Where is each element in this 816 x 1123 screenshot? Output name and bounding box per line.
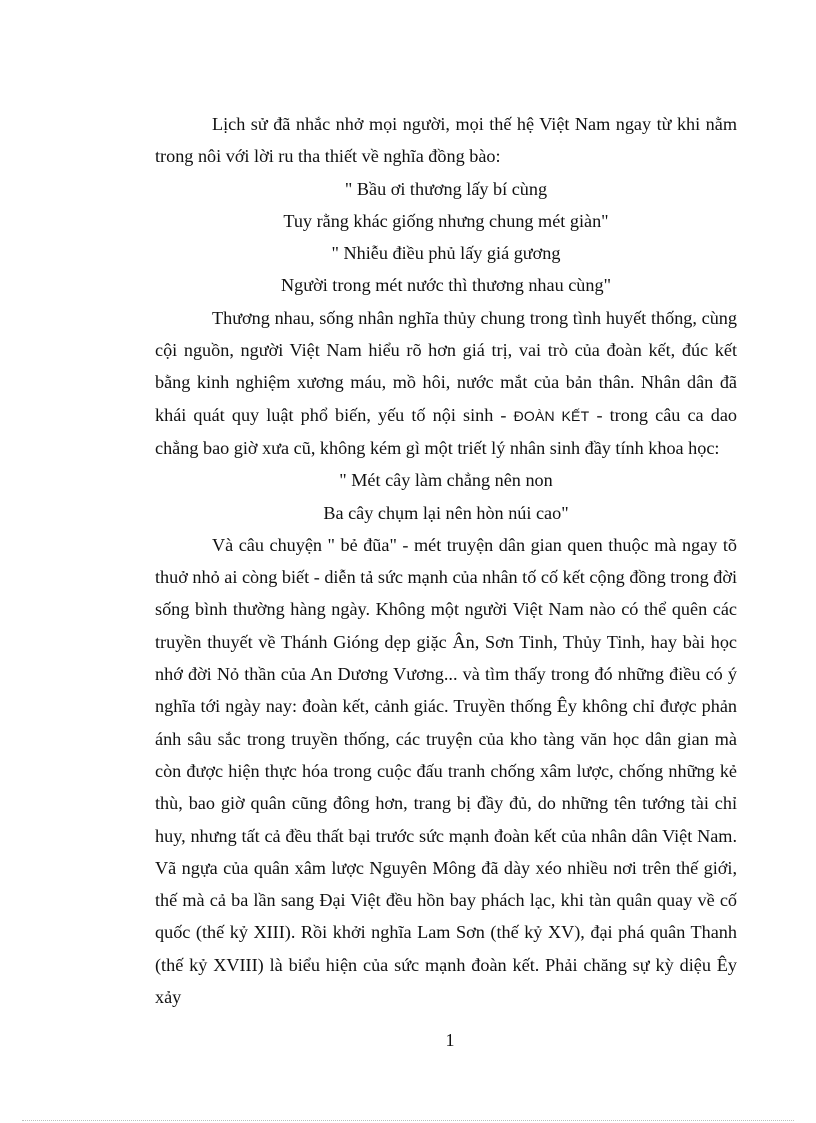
page-edge-divider [22,1120,794,1121]
verse-line-5: " Mét cây làm chẳng nên non [339,470,553,491]
verse-line-1: " Bầu ơi thương lấy bí cùng [344,178,548,199]
paragraph-2 [155,302,737,464]
page-number: 1 [445,1030,455,1050]
paragraph-1: Lịch sử đã nhắc nhở mọi người, mọi thế hệ Việt Nam ngay từ khi nằm trong nôi với lời ru tha thiết về nghĩa đồng bào: [155,114,737,167]
document-body [155,108,737,1013]
verse-line-6: Ba cây chụm lại nên hòn núi cao" [323,502,569,523]
paragraph-2-text-a: Thương nhau, sống nhân nghĩa thủy chung trong tình huyết thống, cùng cội nguồn, người Việt Nam hiểu rõ hơn giá trị, vai trò của đoàn kết, đúc kết bằng kinh nghiệm xương máu, mồ hôi, nước mắt của bản thân. Nhân dân đã khái quát quy luật phổ biến, yếu tố nội sinh - [155,307,737,425]
verse-line-2: Tuy rằng khác giống nhưng chung mét giàn" [283,210,609,231]
paragraph-2-emphasis: ĐOÀN KẾT [513,407,590,424]
verse-line-4: Người trong mét nước thì thương nhau cùng" [280,275,612,296]
paragraph-2-text-b: - trong câu ca dao chẳng bao giờ xưa cũ, không kém gì một triết lý nhân sinh đầy tính khoa học: [155,404,738,458]
verse-line-3: " Nhiễu điều phủ lấy giá gương [331,243,561,264]
paragraph-3: Và câu chuyện " bẻ đũa" - mét truyện dân gian quen thuộc mà ngay tõ thuở nhỏ ai còng biết - diễn tả sức mạnh của nhân tố cố kết cộng đồng trong đời sống bình thường hàng ngày. Không một người Việt Nam nào có thể quên các truyền thuyết về Thánh Gióng dẹp giặc Ân, Sơn Tinh, Thủy Tinh, hay bài học nhớ đời Nỏ thần của An Dương Vương... và tìm thấy trong đó những điều có ý nghĩa tới ngày nay: đoàn kết, cảnh giác. Truyền thống Êy không chỉ được phản ánh sâu sắc trong truyền thống, các truyện của kho tàng văn học dân gian mà còn được hiện thực hóa trong cuộc đấu tranh chống xâm lược, chống những kẻ thù, bao giờ quân cũng đông hơn, trang bị đầy đủ, do những tên tướng tài chỉ huy, nhưng tất cả đều thất bại trước sức mạnh đoàn kết của nhân dân Việt Nam. Vã ngựa của quân xâm lược Nguyên Mông đã dày xéo nhiều nơi trên thế giới, thế mà cả ba lần sang Đại Việt đều hồn bay phách lạc, khi tàn quân quay về cố quốc (thế kỷ XIII). Rồi khởi nghĩa Lam Sơn (thế kỷ XV), đại phá quân Thanh (thế kỷ XVIII) là biểu hiện của sức mạnh đoàn kết. Phải chăng sự kỳ diệu Êy xảy [155,534,737,1008]
